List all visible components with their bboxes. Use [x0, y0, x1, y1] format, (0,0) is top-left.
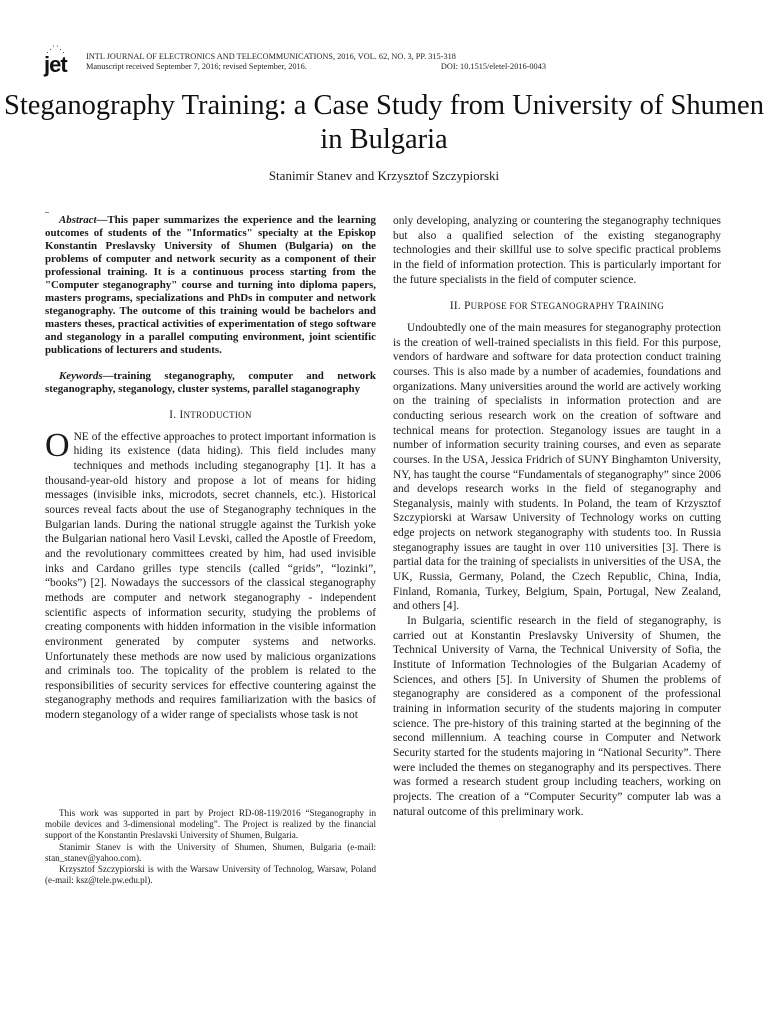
- drop-cap: O: [45, 426, 70, 464]
- footnotes: [45, 808, 376, 886]
- left-column: [45, 214, 376, 723]
- keywords: [45, 370, 376, 396]
- manuscript-line: Manuscript received September 7, 2016; revised September, 2016.: [86, 62, 307, 71]
- footnote-marker: [45, 212, 49, 213]
- logo-text: jet: [44, 52, 67, 77]
- logo-dots: ⋰⋱: [46, 44, 66, 54]
- journal-header: [86, 52, 546, 72]
- section-heading-introduction: I. INTRODUCTION: [169, 409, 252, 421]
- keywords-text: —training steganography, computer and network steganography, steganology, cluster systems, parallel staganography: [45, 370, 376, 395]
- journal-logo: [44, 44, 80, 78]
- purpose-paragraph-1: Undoubtedly one of the main measures for steganography protection is the creation of well-trained specialists in this field. For this purpose, vendors of hardware and software for data protection conduct training courses. This is also made by a number of academies, foundations and organizations. Many universities around the world are actively working on the training of specialists in information protection and are conducting serious research work on the creation of software and technical means for protection. Steganology issues are taught in a number of information security training courses, and even as separate courses. In the USA, Jessica Fridrich of SUNY Binghamton University, NY, has taught the course “Fundamentals of steganography” since 2006 and develops research works in the field of steganography and Steganalysis, mainly with students. In Poland, the team of Krzysztof Szczypiorski at Warsaw University of Technology works on cutting edge projects on network steganography with students too. In Russia steganography issues are taught in over 110 universities [3]. There is partial data for the training of specialists in universities of the USA, the UK, Russia, Germany, Poland, the Czech Republic, China, India, Finland, Romania, Turkey, Belgium, Spain, Portugal, New Zealand, and others [4].: [393, 321, 721, 613]
- section-number: I.: [169, 409, 177, 421]
- right-column: [393, 214, 721, 819]
- abstract: [45, 214, 376, 357]
- abstract-text: —This paper summarizes the experience and the learning outcomes of students of the "Informatics" specialty at the Episkop Konstantin Preslavsky University of Shumen (Bulgaria) on the problems of computer and network security as a component of their professional training. It is a continuous process starting from the "Computer steganography" course and turning into diploma papers, masters programs, specializations and PhDs in computer and network steganography. The outcome of this training would be bachelors and masters theses, practical activities of experimentation of stego software and steganology in a parallel computing environment, joint scientific publications of lecturers and students.: [45, 214, 376, 356]
- footnote-funding: This work was supported in part by Project RD-08-119/2016 “Steganography in mobile devices and 3-dimensional modeling”. The Project is realized by the financial support of the Konstantin Preslavski University of Shumen, Bulgaria.: [45, 808, 376, 841]
- footnote-author-1: Stanimir Stanev is with the University of Shumen, Shumen, Bulgaria (e-mail: stan_stanev@yahoo.com).: [45, 841, 376, 863]
- doi: DOI: 10.1515/eletel-2016-0043: [440, 62, 546, 71]
- section-heading-purpose: II. PURPOSE FOR STEGANOGRAPHY TRAINING: [449, 300, 665, 313]
- introduction-text: NE of the effective approaches to protect important information is hiding its existence (data hiding). This field includes many techniques and methods including steganography [1]. It has a thousand-year-old history and propose a lot of means for hiding messages (invisible inks, microdots, secret channels, etc.). Historical sources reveal facts about the use of Steganography techniques in the Bulgarian lands. During the national struggle against the Turkish yoke the Bulgarian national hero Vasil Levski, called the Apostle of Freedom, and the revolutionary committees created by him, had used invisible inks and Cardano grilles type stencils (called “grids”, “lozinki”, “books”) [2]. Nowadays the successors of the classical steganography methods are computer and network steganography - independent scientific aspects of information security, studying the problems of creating components with hidden information in the visible information environment generated by computer systems and networks. Unfortunately these methods are now used by malicious organizations and criminals too. The topicality of the problem is related to the responsibilities of security services for effective countering against the steganography methods and requires familiarization with the basics of modern steganology of a wider range of specialists whose task is not: [45, 430, 376, 722]
- introduction-paragraph: [45, 426, 376, 723]
- paper-title: Steganography Training: a Case Study from University of Shumen in Bulgaria: [4, 90, 764, 155]
- paper-authors: Stanimir Stanev and Krzysztof Szczypiorski: [268, 168, 500, 183]
- footnote-author-2: Krzysztof Szczypiorski is with the Warsaw University of Technolog, Warsaw, Poland (e-mail: ksz@tele.pw.edu.pl).: [45, 864, 376, 886]
- keywords-label: Keywords: [59, 370, 103, 382]
- section-number: II.: [449, 300, 462, 313]
- journal-line: INTL JOURNAL OF ELECTRONICS AND TELECOMMUNICATIONS, 2016, VOL. 62, NO. 3, PP. 315-318: [86, 52, 456, 61]
- abstract-label: Abstract: [59, 214, 97, 226]
- continuation-paragraph: only developing, analyzing or countering the steganography techniques but also a qualified selection of the existing steganography technologies and their skillful use to solve specific practical problems in the field of information protection. This is particularly important for the future specialists in the field of computer science.: [393, 215, 721, 286]
- purpose-paragraph-2: In Bulgaria, scientific research in the field of steganography, is carried out at Konstantin Preslavsky University of Shumen, the Technical University of Varna, the Technical University of Sofia, the Institute of Information Technologies of the Bulgarian Academy of Sciences, and others [5]. In University of Shumen the problems of steganography are considered as a component of the professional training in information security of the students majoring in computer science. The pre-history of this training started at the beginning of the second millennium. A teaching course in Computer and Network Security started for the students majoring in “National Security”. There were included the themes on steganography and its perspectives. There was formed a research student group including teachers, working on projects. The creation of a “Computer Security” computer lab was a natural outcome of this preliminary work.: [393, 615, 721, 818]
